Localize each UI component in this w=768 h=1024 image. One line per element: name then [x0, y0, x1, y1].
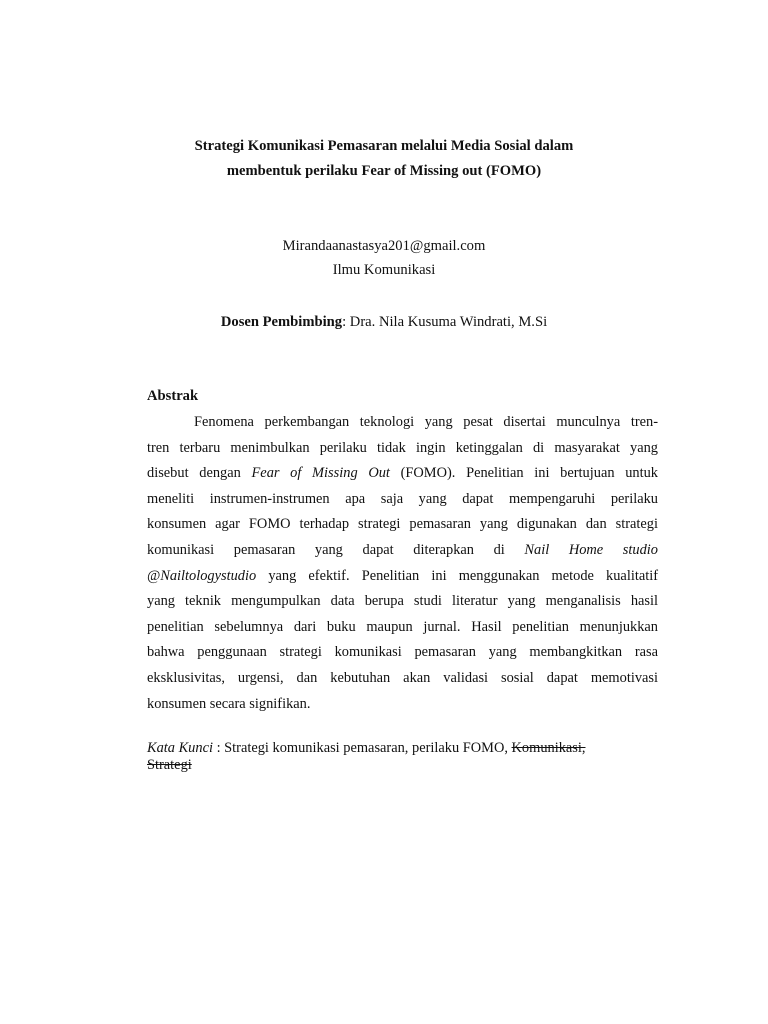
abstract-line: disebut dengan Fear of Missing Out (FOMO). Penelitian ini bertujuan untuk: [147, 465, 659, 482]
keywords-struck-text-2: Strategi: [147, 757, 192, 773]
abstract-italic-term: Fear of Missing Out: [251, 465, 390, 482]
abstract-italic-term: @Nailtologystudio: [147, 567, 257, 584]
supervisor-separator: :: [342, 314, 350, 330]
abstract-line: yang teknik mengumpulkan data berupa studi literatur yang menganalisis hasil: [147, 593, 658, 610]
abstract-line: eksklusivitas, urgensi, dan kebutuhan akan validasi sosial dapat memotivasi: [147, 669, 658, 686]
keywords-text: Strategi komunikasi pemasaran, perilaku FOMO,: [224, 740, 512, 756]
abstract-line: konsumen agar FOMO terhadap strategi pemasaran yang digunakan dan strategi: [147, 516, 658, 533]
paper-title-line-1: Strategi Komunikasi Pemasaran melalui Media Sosial dalam: [194, 138, 574, 154]
keywords-separator: :: [212, 740, 225, 756]
abstract-line: meneliti instrumen-instrumen apa saja yang dapat mempengaruhi perilaku: [147, 490, 658, 507]
keywords-struck-text-1: Komunikasi,: [511, 740, 586, 756]
abstract-body: [147, 410, 658, 717]
paper-title: [0, 134, 768, 184]
keywords: [147, 740, 667, 774]
abstract-line: bahwa penggunaan strategi komunikasi pemasaran yang membangkitkan rasa: [147, 644, 658, 661]
abstract-italic-term: Nail Home studio: [524, 541, 658, 558]
abstract-line: Fenomena perkembangan teknologi yang pesat disertai munculnya tren-: [194, 414, 658, 430]
author-department: Ilmu Komunikasi: [332, 262, 436, 278]
abstract-line: tren terbaru menimbulkan perilaku tidak ingin ketinggalan di masyarakat yang: [147, 439, 658, 456]
author-email: Mirandaanastasya201@gmail.com: [282, 238, 486, 254]
paper-title-line-2: membentuk perilaku Fear of Missing out (FOMO): [226, 163, 542, 179]
supervisor-label: Dosen Pembimbing: [220, 314, 343, 330]
abstract-line: komunikasi pemasaran yang dapat diterapkan di Nail Home studio: [147, 541, 658, 558]
supervisor-line: [0, 311, 768, 333]
abstract-line: konsumen secara signifikan.: [147, 695, 311, 712]
supervisor-name: Dra. Nila Kusuma Windrati, M.Si: [349, 314, 548, 330]
abstract-line: @Nailtologystudio yang efektif. Penelitian ini menggunakan metode kualitatif: [147, 567, 658, 584]
keywords-label: Kata Kunci: [147, 740, 213, 756]
abstract-line: penelitian sebelumnya dari buku maupun jurnal. Hasil penelitian menunjukkan: [147, 618, 658, 635]
abstract-heading: Abstrak: [147, 388, 199, 404]
